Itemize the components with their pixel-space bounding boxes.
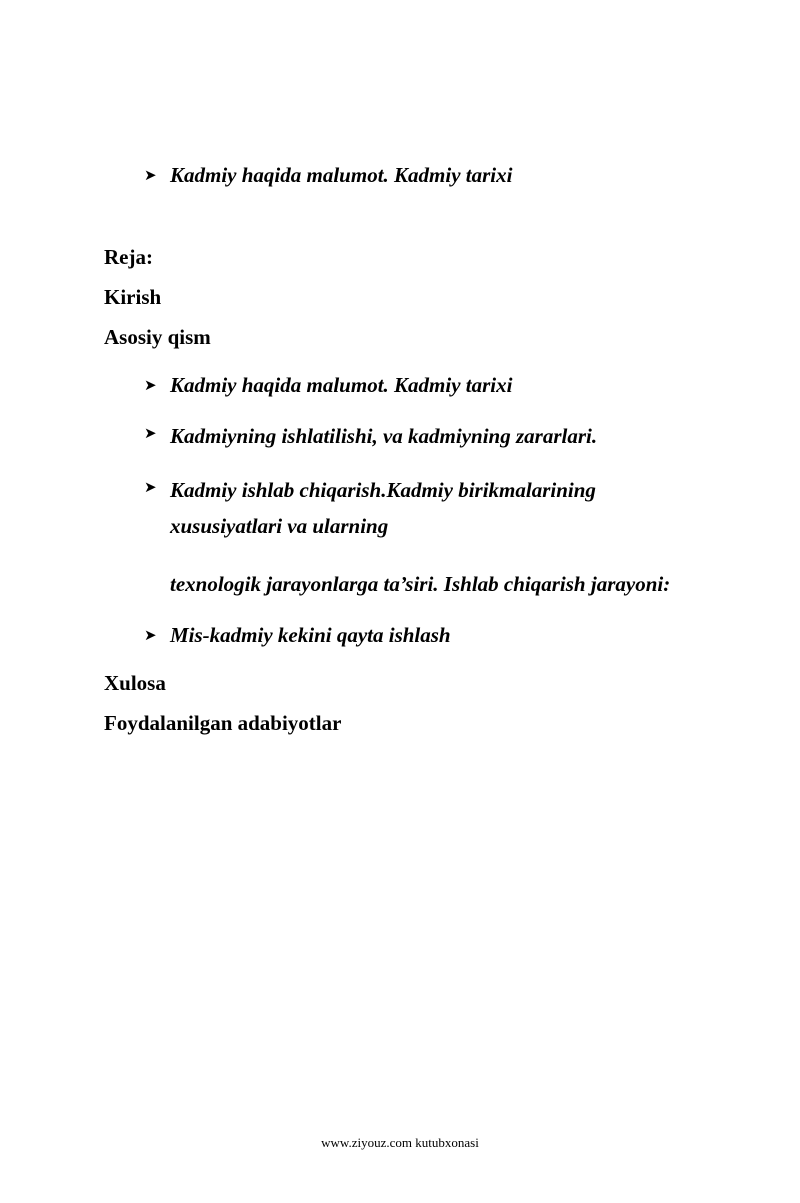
list-item-line: chiqarish jarayoni:: [503, 572, 671, 596]
bullet-arrow-icon: ➤: [144, 478, 157, 496]
spacer: [104, 454, 696, 472]
document-content: [104, 160, 696, 738]
spacer: [104, 352, 696, 370]
list-item: [144, 418, 696, 454]
spacer: [170, 544, 696, 566]
spacer: [104, 650, 696, 668]
list-item-line: birikmalarining xususiyatlari va ularning: [170, 478, 596, 538]
list-item-line: Mis-kadmiy kekini qayta ishlash: [170, 623, 451, 647]
spacer: [104, 272, 696, 282]
section-label-kirish: Kirish: [104, 285, 162, 309]
spacer: [104, 602, 696, 620]
bullet-arrow-icon: ➤: [144, 376, 157, 394]
section-label-asosiy-qism: Asosiy qism: [104, 325, 211, 349]
list-item-body: [170, 472, 696, 602]
list-item-body: [170, 418, 696, 454]
list-item: [144, 370, 696, 400]
heading-bullet-text: Kadmiy haqida malumot. Kadmiy tarixi: [170, 163, 513, 187]
section-label-reja: Reja:: [104, 245, 153, 269]
spacer: [104, 312, 696, 322]
list-item-line: Kadmiy haqida malumot. Kadmiy tarixi: [170, 373, 513, 397]
list-item-line: Kadmiyning ishlatilishi, va kadmiyning: [170, 424, 511, 448]
heading-bullet-item: [144, 160, 696, 190]
section-label-foydalanilgan-adabiyotlar: Foydalanilgan adabiyotlar: [104, 711, 342, 735]
bullet-arrow-icon: ➤: [144, 626, 157, 644]
bullet-arrow-icon: ➤: [144, 424, 157, 442]
list-item-line: Kadmiy ishlab chiqarish.Kadmiy: [170, 478, 453, 502]
list-item: [144, 620, 696, 650]
list-item: [144, 472, 696, 602]
spacer: [104, 190, 696, 242]
spacer: [104, 698, 696, 708]
spacer: [104, 400, 696, 418]
list-item-line: zararlari.: [516, 424, 598, 448]
section-label-xulosa: Xulosa: [104, 671, 166, 695]
bullet-arrow-icon: ➤: [144, 166, 157, 184]
page-footer: www.ziyouz.com kutubxonasi: [321, 1135, 479, 1150]
list-item-line: texnologik jarayonlarga ta’siri. Ishlab: [170, 572, 499, 596]
